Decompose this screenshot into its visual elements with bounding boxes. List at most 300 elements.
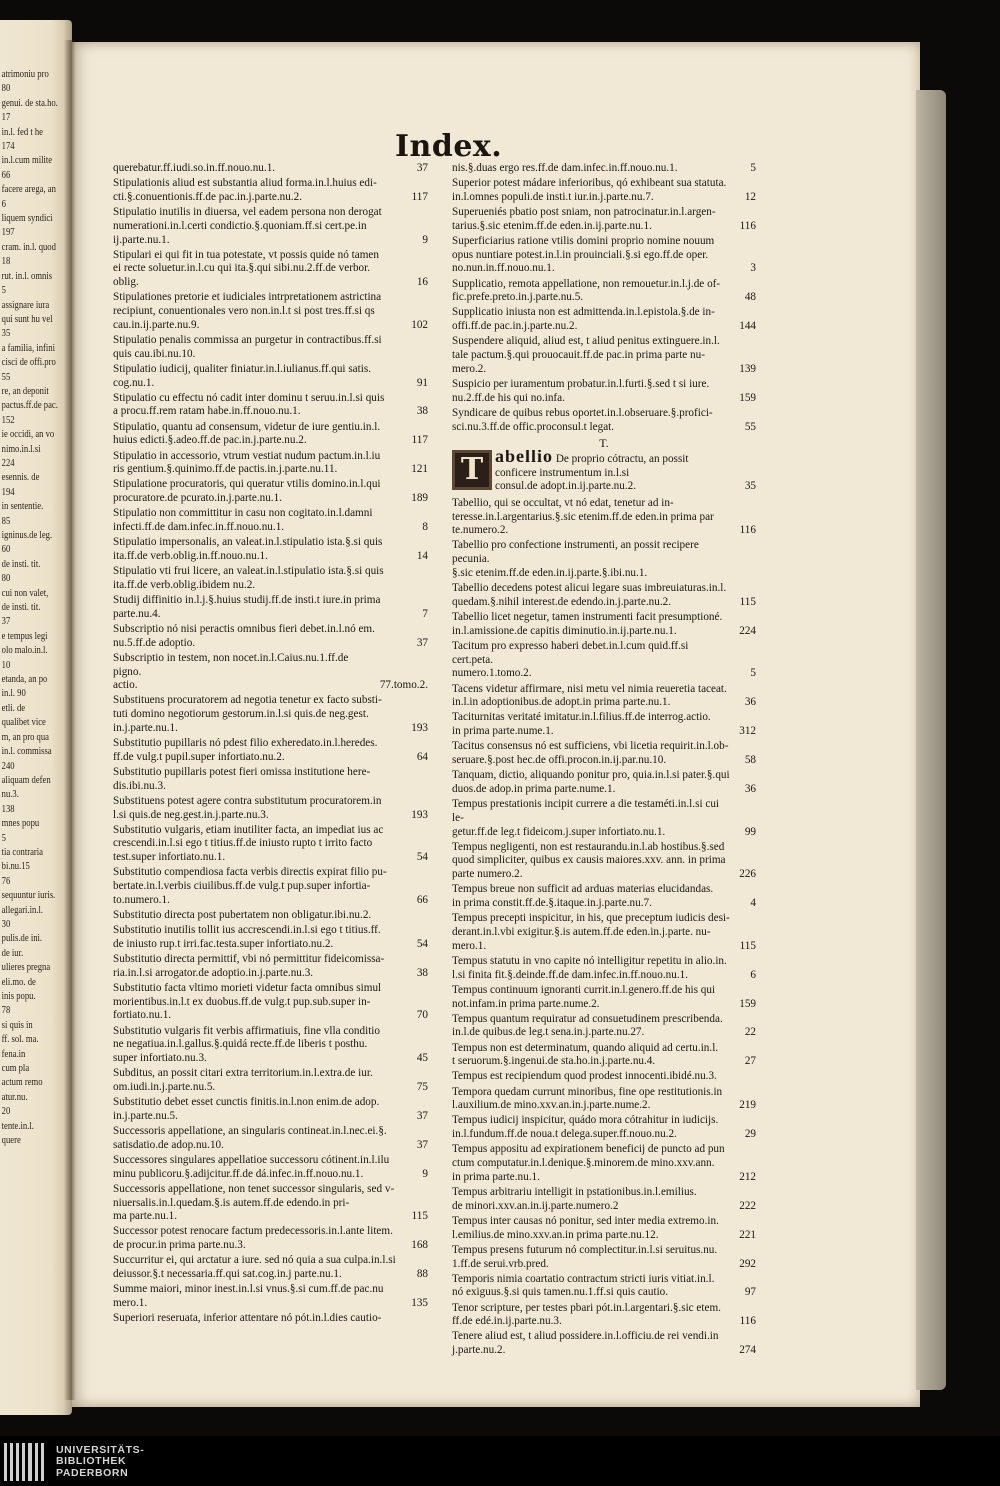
- entry-text: [495, 450, 734, 494]
- entry-page-number: 115: [739, 595, 756, 608]
- facing-page-line: 30: [1, 918, 11, 930]
- index-entry: [113, 249, 428, 290]
- index-entry: [452, 841, 756, 882]
- index-entry: [452, 335, 756, 376]
- index-entry: [452, 1042, 756, 1070]
- index-entry: [113, 206, 428, 247]
- facing-page-line: assignare iura: [1, 299, 50, 311]
- index-entry: [452, 306, 756, 334]
- entry-text: Tanquam, dictio, aliquando ponitur pro, quia.in.l.si pater.§.qui duos.de adop.in prima parte.nume.1.: [452, 769, 730, 795]
- entry-page-number: 159: [739, 997, 756, 1010]
- index-entry: [113, 594, 428, 622]
- facing-page-line: m, an pro qua: [1, 731, 49, 743]
- entry-text: Stipulatio, quantu ad consensum, videtur de iure gentiu.in.l. huius edicti.§.adeo.ff.de pac.in.j.parte.nu.2.: [113, 420, 381, 447]
- entry-text: Tempus precepti inspicitur, in his, que preceptum iudicis desi- derant.in.l.vbi exigitur.§.is autem.ff.de eden.in.j.parte. nu- mero.1.: [452, 912, 730, 952]
- index-entry: [495, 450, 756, 494]
- entry-text: Substitutio vulgaris fit verbis affirmatiuis, fine vlla conditio ne negatiua.in.l.gallus.§.quidá recte.ff.de liberis t posthu. super infortiato.nu.3.: [113, 1024, 381, 1065]
- entry-text: Studij diffinitio in.l.j.§.huius studij.ff.de insti.t iure.in prima parte.nu.4.: [113, 593, 381, 620]
- entry-text: Tempus presens futurum nó complectitur.in.l.si seruitus.nu. 1.ff.de serui.vrb.pred.: [452, 1243, 718, 1270]
- facing-page-line: 78: [1, 1005, 11, 1017]
- index-entry: [113, 363, 428, 391]
- facing-page-line: 18: [1, 256, 11, 268]
- facing-page-line: 76: [1, 875, 11, 887]
- entry-page-number: 27: [744, 1055, 756, 1068]
- entry-text: Tempus appositu ad expirationem beneficij de puncto ad pun ctum computatur.in.l.denique.§.minorem.de mino.xxv.ann. in prima parte.nu.1.: [452, 1143, 725, 1183]
- index-entry: [113, 1283, 428, 1311]
- entry-page-number: 37: [416, 1138, 428, 1151]
- entry-page-number: 212: [739, 1170, 756, 1183]
- facing-page-line: de iur.: [1, 947, 24, 959]
- facing-page-line: ie occidi, an vo: [1, 429, 55, 441]
- facing-page-line: esennis. de: [1, 472, 40, 484]
- right-column-bottom-entries: [452, 497, 756, 1358]
- entry-text: Tacens videtur affirmare, nisi metu vel nimia reueretia taceat. in.l.in adoptionibus.de adopt.in prima parte.nu.1.: [452, 682, 727, 709]
- index-entry: [452, 1070, 756, 1084]
- facing-page-line: olo malo.in.l.: [1, 645, 48, 657]
- entry-page-number: 221: [739, 1228, 756, 1241]
- entry-text: Supplicatio iniusta non est admittenda.in.l.epistola.§.de in- offi.ff.de pac.in.j.parte.nu.2.: [452, 306, 715, 333]
- index-entry: [113, 795, 428, 823]
- facing-page-line: 152: [1, 414, 15, 426]
- index-entry: [113, 766, 428, 794]
- facing-page-line: bi.nu.15: [1, 861, 30, 873]
- index-column-right: [452, 162, 756, 1359]
- index-entry: [452, 1215, 756, 1243]
- entry-text: Tempus iudicij inspicitur, quádo mora cótrahitur in iudicijs. in.l.fundum.ff.de noua.t delega.super.ff.nouo.nu.2.: [452, 1114, 719, 1141]
- facing-page-line: etanda, an po: [1, 674, 48, 686]
- facing-page-line: cum pla: [1, 1063, 30, 1075]
- facing-page-line: inis popu.: [1, 991, 36, 1002]
- entry-page-number: 135: [411, 1296, 428, 1309]
- facing-page-line: ulieres pregna: [1, 962, 51, 974]
- index-entry: [113, 866, 428, 907]
- entry-text: Stipulatione procuratoris, qui queratur vtilis domino.in.l.qui procuratore.de pcurato.in.j.parte.nu.1.: [113, 478, 381, 505]
- entry-text: Substitutio inutilis tollit ius accrescendi.in.l.si ego t titius.ff. de iniusto rup.t irri.fac.testa.super infortiato.nu.2.: [113, 924, 381, 950]
- entry-text: Tempora quedam currunt minoribus, fine ope restitutionis.in l.auxilium.de mino.xxv.an.in.j.parte.nume.2.: [452, 1085, 723, 1112]
- entry-text: Tabellio licet negetur, tamen instrumenti facit presumptioné. in.l.amissione.de capitis diminutio.in.ij.parte.nu.1.: [452, 610, 723, 637]
- entry-page-number: 38: [416, 405, 428, 418]
- facing-page-line: pulis.de ini.: [1, 933, 43, 945]
- index-entry: [113, 162, 428, 176]
- index-entry: [113, 824, 428, 865]
- facing-page-line: liquem syndici: [1, 213, 53, 225]
- index-entry: [113, 291, 428, 332]
- facing-page-line: in sententie.: [1, 501, 44, 513]
- index-entry: [452, 407, 756, 435]
- index-entry: [452, 378, 756, 406]
- facing-page-line: 6: [1, 198, 6, 210]
- entry-page-number: 9: [422, 1167, 428, 1180]
- entry-text: Tempus statutu in vno capite nó intelligitur repetitu in alio.in. l.si finita fit.§.deinde.ff.de dam.infec.in.ff.nouo.nu.1.: [452, 954, 727, 981]
- entry-text: Subditus, an possit citari extra territorium.in.l.extra.de iur. om.iudi.in.j.parte.nu.5.: [113, 1067, 373, 1093]
- facing-page-line: 60: [1, 544, 11, 556]
- index-entry: [452, 582, 756, 610]
- entry-text: Suspendere aliquid, aliud est, t aliud penitus extinguere.in.l. tale pactum.§.qui prouocauit.ff.de pac.in prima parte nu- mero.2.: [452, 335, 720, 375]
- index-entry: [452, 984, 756, 1012]
- entry-text: Tacitus consensus nó est sufficiens, vbi licetia requirit.in.l.ob- seruare.§.post hec.de offi.procon.in.ij.par.nu.10.: [452, 740, 729, 767]
- facing-page-line: e tempus legi: [1, 630, 48, 642]
- facing-page-fragment: [0, 20, 72, 1415]
- entry-page-number: 54: [416, 937, 428, 950]
- library-logo-text: [56, 1445, 144, 1479]
- entry-page-number: 4: [750, 897, 756, 910]
- entry-page-number: 97: [744, 1286, 756, 1299]
- facing-page-line: 85: [1, 515, 11, 527]
- entry-text: Tempus quantum requiratur ad consuetudinem prescribenda. in.l.de quibus.de leg.t sena.in.j.parte.nu.27.: [452, 1012, 723, 1039]
- entry-page-number: 222: [739, 1199, 756, 1212]
- facing-page-line: de insti. tit.: [1, 602, 41, 614]
- index-entry: [113, 536, 428, 564]
- entry-page-number: 9: [422, 233, 428, 246]
- entry-page-number: 14: [416, 549, 428, 562]
- facing-page-line: tente.in.l.: [1, 1120, 34, 1132]
- entry-text: Stipulationes pretorie et iudiciales intrpretationem astrictina recipiunt, conuentionales vero non.in.l.t si post tres.ff.si qs cau.in.ij.parte.nu.9.: [113, 291, 382, 331]
- entry-page-number: 159: [739, 391, 756, 404]
- index-entry: [452, 539, 756, 580]
- logo-line: PADERBORN: [56, 1466, 129, 1479]
- entry-page-number: 6: [750, 968, 756, 981]
- index-entry: [113, 334, 428, 362]
- page-edge: [916, 90, 946, 1390]
- entry-page-number: 168: [411, 1239, 428, 1252]
- entry-text: Substitutio vulgaris, etiam inutiliter facta, an impediat ius ac crescendi.in.l.si ego t titius.ff.de iniusto rupto t irrito facto test.super infortiato.nu.1.: [113, 823, 384, 864]
- facing-page-line: sequuntur iuris.: [1, 890, 56, 902]
- index-entry: [113, 1025, 428, 1066]
- entry-text: Substitutio debet esset cunctis finitis.in.l.non enim.de adop. in.j.parte.nu.5.: [113, 1096, 380, 1122]
- entry-text: Successor potest renocare factum predecessoris.in.l.ante litem. de procur.in prima parte.nu.3.: [113, 1225, 393, 1252]
- entry-page-number: 16: [416, 276, 428, 289]
- facing-page-line: rut. in.l. omnis: [1, 270, 53, 282]
- index-entry: [113, 421, 428, 449]
- facing-page-line: actum remo: [1, 1077, 43, 1089]
- entry-text: Superueniés pbatio post sniam, non patrocinatur.in.l.argen- tarius.§.sic etenim.ff.de eden.in.ij.parte.nu.1.: [452, 206, 716, 232]
- index-entry: [452, 162, 756, 176]
- index-entry: [113, 450, 428, 478]
- facing-page-line: re, an deponit: [1, 385, 49, 397]
- entry-page-number: 226: [739, 868, 756, 881]
- facing-page-line: 224: [1, 457, 15, 469]
- entry-page-number: 38: [416, 966, 428, 979]
- entry-page-number: 8: [422, 521, 428, 534]
- index-entry: [452, 1086, 756, 1114]
- index-entry: [452, 497, 756, 538]
- facing-page-line: facere arega, an: [1, 184, 56, 196]
- index-entry: [452, 235, 756, 276]
- entry-text: Tempus continuum ignoranti currit.in.l.genero.ff.de his qui not.infam.in prima parte.nume.2.: [452, 983, 716, 1010]
- index-entry: [452, 1302, 756, 1330]
- entry-text: Stipulatio non committitur in casu non cogitato.in.l.damni infecti.ff.de dam.infec.in.ff.nouo.nu.1.: [113, 507, 373, 534]
- facing-page-line: 240: [1, 760, 15, 772]
- facing-page-line: a familia, infini: [1, 342, 55, 354]
- facing-page-line: 197: [1, 227, 15, 239]
- entry-page-number: 117: [411, 434, 428, 447]
- index-entry: [452, 278, 756, 306]
- entry-page-number: 36: [744, 782, 756, 795]
- index-entry: [452, 206, 756, 234]
- logo-line: BIBLIOTHEK: [56, 1455, 127, 1468]
- entry-text: Substitutio compendiosa facta verbis directis expirat filio pu- bertate.in.l.verbis ciuilibus.ff.de vulg.t pup.super infortia- to.numero.1.: [113, 866, 387, 906]
- entry-page-number: 139: [739, 362, 756, 375]
- facing-page-line: atur.nu.: [1, 1091, 28, 1103]
- entry-page-number: 189: [411, 492, 428, 505]
- facing-page-line: igninus.de leg.: [1, 530, 53, 541]
- entry-page-number: 116: [739, 524, 756, 537]
- index-entry: [452, 740, 756, 768]
- book-gutter: [64, 40, 76, 1400]
- entry-text: Succurritur ei, qui arctatur a iure. sed nó quia a sua culpa.in.l.si deiussor.§.t necessaria.ff.qui sat.cog.in.j parte.nu.1.: [113, 1254, 396, 1281]
- entry-page-number: 12: [744, 190, 756, 203]
- entry-text: Tabellio, qui se occultat, vt nó edat, tenetur ad in- teresse.in.l.argentarius.§.sic etenim.ff.de eden.in prima par te.numero.2.: [452, 496, 714, 537]
- entry-page-number: 102: [411, 318, 428, 331]
- index-entry: [452, 611, 756, 639]
- entry-text: Stipulatio inutilis in diuersa, vel eadem persona non derogat numerationi.in.l.certi condictio.§.quoniam.ff.si cert.pe.in ij.parte.nu.1.: [113, 206, 382, 246]
- index-entry: [113, 177, 428, 205]
- index-entry: [452, 1273, 756, 1301]
- entry-page-number: 292: [739, 1257, 756, 1270]
- entry-page-number: 193: [411, 721, 428, 734]
- entry-page-number: 70: [416, 1009, 428, 1022]
- section-letter: T.: [599, 435, 609, 450]
- facing-page-line: cisci de offi.pro: [1, 357, 56, 369]
- entry-page-number: 224: [739, 624, 756, 637]
- index-entry: [113, 694, 428, 735]
- index-entry: [452, 912, 756, 953]
- index-entry: [452, 1186, 756, 1214]
- entry-text: Tempus arbitrariu intelligit in pstationibus.in.l.emilius. de minori.xxv.an.in.ij.parte.numero.2: [452, 1186, 697, 1212]
- entry-page-number: 3: [750, 262, 756, 275]
- entry-text: Stipulatio iudicij, qualiter finiatur.in.l.iulianus.ff.qui satis. cog.nu.1.: [113, 362, 372, 389]
- entry-page-number: 77.tomo.2.: [379, 679, 428, 692]
- entry-page-number: 99: [744, 825, 756, 838]
- index-entry: [452, 1330, 756, 1358]
- index-entry: [113, 1183, 428, 1224]
- facing-page-line: 194: [1, 486, 15, 498]
- entry-text: Tabellio decedens potest alicui legare suas imbreuiaturas.in.l. quedam.§.nihil interest.de edendo.in.j.parte.nu.2.: [452, 582, 727, 608]
- entry-page-number: 116: [739, 219, 756, 232]
- facing-page-line: mnes popu: [1, 818, 40, 830]
- index-entry: [452, 1244, 756, 1272]
- index-entry: [452, 711, 756, 739]
- facing-page-line: 5: [1, 285, 6, 297]
- entry-page-number: 91: [416, 376, 428, 389]
- entry-page-number: 37: [416, 162, 428, 174]
- facing-page-line: aliquam defen: [1, 774, 51, 786]
- entry-text: Stipulatio in accessorio, vtrum vestiat nudum pactum.in.l.iu ris gentium.§.quinimo.ff.de pactis.in.j.parte.nu.11.: [113, 449, 381, 476]
- index-entry: [113, 1254, 428, 1282]
- entry-page-number: 75: [416, 1080, 428, 1093]
- index-entry: [113, 478, 428, 506]
- index-entry: [452, 1013, 756, 1041]
- index-entry: [452, 798, 756, 839]
- facing-page-line: genui. de sta.ho.: [1, 97, 58, 109]
- entry-text: Substitutio directa post pubertatem non obligatur.ibi.nu.2.: [113, 908, 372, 921]
- entry-text: querebatur.ff.iudi.so.in.ff.nouo.nu.1.: [113, 162, 276, 174]
- entry-page-number: 144: [739, 320, 756, 333]
- entry-page-number: 37: [416, 1109, 428, 1122]
- drop-cap-entry: [452, 450, 756, 496]
- entry-text: nis.§.duas ergo res.ff.de dam.infec.in.ff.nouo.nu.1.: [452, 162, 678, 174]
- entry-page-number: 312: [739, 725, 756, 738]
- index-entry: [113, 909, 428, 923]
- facing-page-line: pactus.ff.de pac.: [1, 400, 58, 412]
- entry-text: Summe maiori, minor inest.in.l.si vnus.§.si cum.ff.de pac.nu mero.1.: [113, 1283, 384, 1309]
- entry-page-number: 64: [416, 750, 428, 763]
- entry-text: Stipulatio impersonalis, an valeat.in.l.stipulatio ista.§.si quis ita.ff.de verb.oblig.in.ff.nouo.nu.1.: [113, 536, 383, 562]
- facing-page-line: ff. sol. ma.: [1, 1034, 39, 1046]
- entry-text: Tenere aliud est, t aliud possidere.in.l.officiu.de rei vendi.in j.parte.nu.2.: [452, 1330, 719, 1357]
- facing-page-line: cram. in.l. quod: [1, 241, 56, 253]
- facing-page-line: allegari.in.l.: [1, 904, 44, 916]
- entry-text: Tempus prestationis incipit currere a die testaméti.in.l.si cui le- getur.ff.de leg.t fideicom.j.super infortiato.nu.1.: [452, 798, 720, 838]
- entry-text: Substitutio pupillaris nó pdest filio exheredato.in.l.heredes. ff.de vulg.t pupil.super infortiato.nu.2.: [113, 737, 378, 763]
- index-entry: [452, 769, 756, 797]
- facing-page-line: in.l. fed t he: [1, 126, 44, 138]
- entry-page-number: 35: [744, 480, 756, 493]
- entry-text: Tacitum pro expresso haberi debet.in.l.cum quid.ff.si cert.peta. numero.1.tomo.2.: [452, 639, 689, 680]
- index-entry: [452, 883, 756, 911]
- entry-text: Subscriptio nó nisi peractis omnibus fieri debet.in.l.nó em. nu.5.ff.de adoptio.: [113, 622, 375, 649]
- entry-text: Tempus non est determinatum, quando aliquid ad certu.in.l. t seruorum.§.ingenui.de sta.ho.in.j.parte.nu.4.: [452, 1041, 719, 1068]
- entry-page-number: 66: [416, 893, 428, 906]
- entry-text: Stipulatio vti frui licere, an valeat.in.l.stipulatio ista.§.si quis ita.ff.de verb.oblig.ibidem nu.2.: [113, 565, 384, 591]
- facing-page-line: in.l. commissa: [1, 746, 52, 758]
- entry-page-number: 219: [739, 1099, 756, 1112]
- facing-page-line: nimo.in.l.si: [1, 443, 41, 455]
- index-entry: [113, 924, 428, 952]
- entry-text: Stipulationis aliud est substantia aliud forma.in.l.huius edi- cti.§.conuentionis.ff.de pac.in.j.parte.nu.2.: [113, 177, 377, 203]
- index-entry: [452, 955, 756, 983]
- facing-page-line: 55: [1, 371, 11, 383]
- entry-page-number: 37: [416, 636, 428, 649]
- facing-page-line: quere: [1, 1135, 21, 1147]
- entry-page-number: 274: [739, 1344, 756, 1357]
- right-column-top-entries: [452, 162, 756, 434]
- facing-page-line: 17: [1, 112, 11, 124]
- index-entry: [452, 177, 756, 205]
- facing-page-line: 20: [1, 1106, 11, 1118]
- index-entry: [452, 1143, 756, 1184]
- entry-page-number: 5: [750, 667, 756, 680]
- entry-page-number: 115: [411, 1210, 428, 1223]
- entry-text: Successores singulares appellatioe successoru cótinent.in.l.ilu minu publicoru.§.adijcitur.ff.de dá.infec.in.ff.nouo.nu.1.: [113, 1153, 390, 1180]
- entry-page-number: 5: [750, 162, 756, 174]
- library-footer: [0, 1436, 1000, 1486]
- index-entry: [452, 640, 756, 681]
- entry-page-number: 48: [744, 291, 756, 304]
- index-entry: [113, 565, 428, 593]
- facing-page-line: 80: [1, 573, 11, 585]
- entry-text: Tenor scripture, per testes pbari pót.in.l.argentari.§.sic etem. ff.de edé.in.ij.parte.nu.3.: [452, 1301, 721, 1328]
- facing-page-line: eli.mo. de: [1, 976, 36, 988]
- entry-text: Tempus negligenti, non est restaurandu.in.l.ab hostibus.§.sed quod simpliciter, quibus ex causis maiores.xxv. ann. in prima parte numero.2.: [452, 840, 726, 881]
- entry-text: Superficiarius ratione vtilis domini proprio nomine nouum opus nuntiare potest.in.l.in prouinciali.§.si ego.ff.de oper. no.nun.in.ff.nouo.nu.1.: [452, 234, 715, 275]
- entry-text: Taciturnitas veritaté imitatur.in.l.filius.ff.de interrog.actio. in prima parte.nume.1.: [452, 711, 711, 738]
- entry-text: Successoris appellatione, an singularis contineat.in.l.nec.ei.§. satisdatio.de adop.nu.10.: [113, 1124, 387, 1151]
- index-entry: [113, 652, 428, 693]
- entry-text: Substitutio directa permittif, vbi nó permittitur fideicomissa- ria.in.l.si arrogator.de adoptio.in.j.parte.nu.3.: [113, 953, 385, 979]
- facing-page-line: qui sunt hu vel: [1, 313, 53, 325]
- index-entry: [113, 1154, 428, 1182]
- facing-page-line: 138: [1, 803, 15, 815]
- entry-text: Tempus inter causas nó ponitur, sed inter media extremo.in. l.emilius.de mino.xxv.an.in prima parte.nu.12.: [452, 1214, 719, 1241]
- facing-page-line: 10: [1, 659, 11, 671]
- facing-page-line: etli. de: [1, 702, 26, 714]
- drop-cap-word: abellio: [495, 449, 554, 466]
- facing-page-line: nu.3.: [1, 789, 19, 801]
- facing-page-line: cui non valet,: [1, 587, 49, 599]
- entry-text: Substitutio pupillaris potest fieri omissa institutione here- dis.ibi.nu.3.: [113, 765, 371, 792]
- facing-page-line: 37: [1, 616, 11, 628]
- entry-text: Stipulatio cu effectu nó cadit inter dominu t seruu.in.l.si quis a procu.ff.rem ratam habe.in.ff.nouo.nu.1.: [113, 391, 385, 418]
- facing-page-line: si quis in: [1, 1019, 33, 1031]
- index-entry: [113, 1312, 428, 1326]
- entry-text: Supplicatio, remota appellatione, non remouetur.in.l.j.de of- fic.prefe.preto.in.j.parte.nu.5.: [452, 277, 721, 304]
- facing-page-line: de insti. tit.: [1, 558, 41, 570]
- entry-page-number: 36: [744, 696, 756, 709]
- entry-text: Tempus est recipiendum quod prodest innocenti.ibidé.nu.3.: [452, 1070, 717, 1083]
- index-entry: [113, 982, 428, 1023]
- index-entry: [113, 1067, 428, 1095]
- entry-text: Syndicare de quibus rebus oportet.in.l.obseruare.§.profici- sci.nu.3.ff.de offic.proconsul.t legat.: [452, 406, 713, 433]
- entry-text: Superior potest mádare inferioribus, qó exhibeant sua statuta. in.l.omnes populi.de insti.t iur.in.j.parte.nu.7.: [452, 177, 727, 203]
- logo-line: UNIVERSITÄTS-: [56, 1444, 145, 1456]
- page-title: Index.: [395, 129, 503, 164]
- entry-page-number: 58: [744, 754, 756, 767]
- facing-page-line: 80: [1, 83, 11, 95]
- entry-text: Stipulatio penalis commissa an purgetur in contractibus.ff.si quis cau.ibi.nu.10.: [113, 333, 382, 360]
- facing-page-line: 66: [1, 169, 11, 181]
- entry-text: Successoris appellatione, non tenet successor singularis, sed v- niuersalis.in.l.quedam.§.is autem.ff.de edendo.in pri- ma parte.nu.1.: [113, 1182, 395, 1223]
- entry-text: Substituens procuratorem ad negotia tenetur ex facto substi- tuti domino negotiorum gestorum.in.l.si quis.de neg.gest. in.j.parte.nu.1.: [113, 694, 382, 734]
- index-entry: [113, 737, 428, 765]
- index-entry: [113, 1125, 428, 1153]
- entry-page-number: 115: [739, 939, 756, 952]
- entry-page-number: 54: [416, 851, 428, 864]
- entry-text: Tempus breue non sufficit ad arduas materias elucidandas. in prima constit.ff.de.§.itaque.in.j.parte.nu.7.: [452, 883, 714, 910]
- drop-cap-initial: T: [452, 450, 492, 490]
- index-entry: [452, 1114, 756, 1142]
- entry-page-number: 29: [744, 1128, 756, 1141]
- drop-entry-body: De proprio cótractu, an possit conficere instrumentum in.l.si consul.de adopt.in.ij.parte.nu.2.: [495, 452, 689, 493]
- facing-page-line: in.l.cum milite: [1, 155, 53, 167]
- index-entry: [113, 392, 428, 420]
- entry-page-number: 88: [416, 1268, 428, 1281]
- facing-page-line: 5: [1, 832, 6, 844]
- facing-page-line: tia contraria: [1, 846, 43, 858]
- entry-page-number: 22: [744, 1026, 756, 1039]
- entry-page-number: 117: [411, 190, 428, 203]
- entry-page-number: 55: [744, 420, 756, 433]
- entry-text: Temporis nimia coartatio contractum stricti iuris vitiat.in.l. nó exiguus.§.si quis tamen.nu.1.ff.si quis cautio.: [452, 1272, 715, 1299]
- index-entry: [113, 1225, 428, 1253]
- index-entry: [113, 1096, 428, 1124]
- facing-page-line: qualibet vice: [1, 717, 46, 729]
- facing-page-text: [0, 20, 59, 1148]
- index-entry: [113, 623, 428, 651]
- facing-page-line: in.l. 90: [1, 688, 26, 700]
- index-entry: [452, 683, 756, 711]
- index-entry: [113, 953, 428, 981]
- entry-text: Stipulari ei qui fit in tua potestate, vt possis quide nó tamen ei recte soluetur.in.l.cu qui ita.§.qui sibi.nu.2.ff.de verbor. oblig.: [113, 248, 379, 289]
- entry-text: Substituens potest agere contra substitutum procuratorem.in l.si quis.de neg.gest.in.j.parte.nu.3.: [113, 794, 382, 821]
- entry-text: Substitutio facta vltimo morieti videtur facta omnibus simul morientibus.in.l.t ex duobus.ff.de vulg.t pup.sub.super in- fortiato.nu.1.: [113, 981, 382, 1022]
- entry-page-number: 193: [411, 808, 428, 821]
- entry-page-number: 121: [411, 463, 428, 476]
- entry-text: Tabellio pro confectione instrumenti, an possit recipere pecunia. §.sic etenim.ff.de eden.in.ij.parte.§.ibi.nu.1.: [452, 539, 699, 579]
- facing-page-line: 35: [1, 328, 11, 340]
- facing-page-line: fena.in: [1, 1048, 26, 1060]
- facing-page-line: atrimoniu pro: [1, 69, 49, 80]
